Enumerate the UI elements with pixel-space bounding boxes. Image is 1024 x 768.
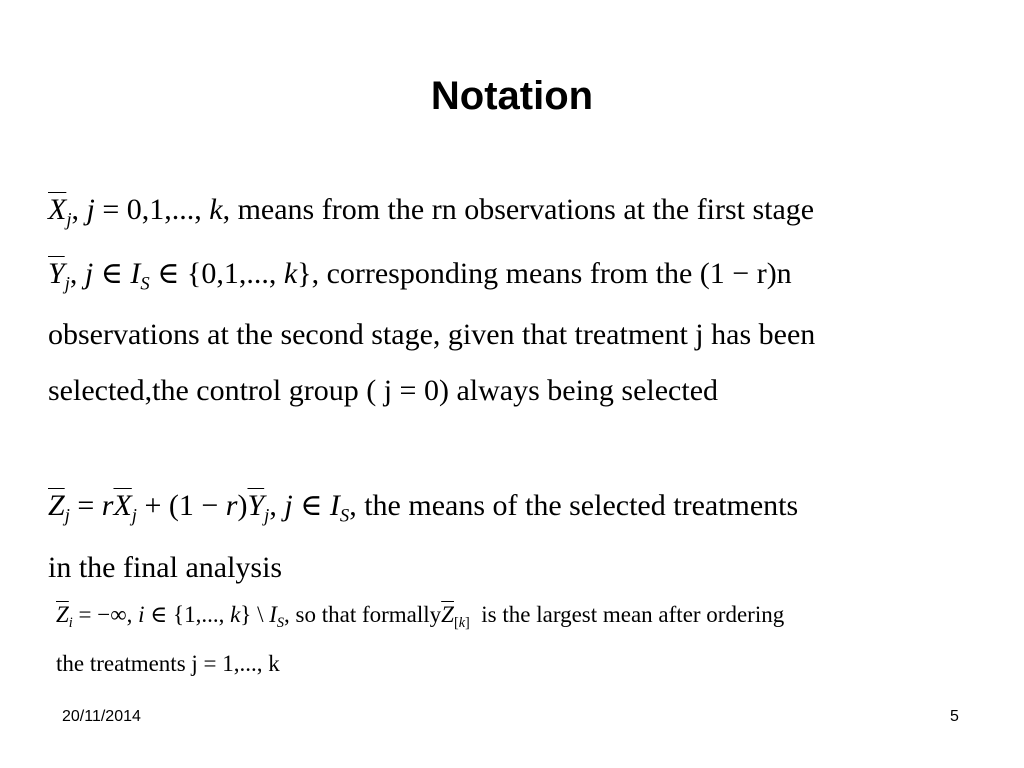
z-bar-description-continued: in the final analysis <box>48 551 283 584</box>
slide-title: Notation <box>430 74 594 118</box>
page-number: 5 <box>950 708 959 725</box>
z-bar-description: , the means of the selected treatments <box>349 489 799 522</box>
footer-date: 20/11/2014 <box>62 708 141 725</box>
ordering-note-continued: the treatments j = 1,..., k <box>56 651 280 676</box>
definition-y-bar: $\overline{Y}_j$, j ∈ $I_S$ ∈ {0,1,..., k}, corresponding means from the (1 − r)n <box>48 257 792 295</box>
y-bar-description-continued: observations at the second stage, given that treatment j has been <box>48 318 816 351</box>
definition-z-bar <box>48 486 988 526</box>
z-bar-formula: $\overline{Z}_j = r\overline{X}_j + (1 - r)\overline{Y}_j$, j ∈ $I_S$ <box>48 489 350 527</box>
z-infinity-formula: $\overline{Z}_i$ = −∞, i ∈ {1,..., k} \ $I_S$ <box>56 602 285 631</box>
ordering-note: is the largest mean after ordering <box>481 602 785 627</box>
x-bar-symbol: $\overline{X}_j$ <box>48 193 72 231</box>
x-bar-description: , means from the rn observations at the first stage <box>222 193 815 226</box>
z-k-symbol: $\overline{Z}_{[k]}$ <box>441 602 470 631</box>
y-bar-symbol: $\overline{Y}_j$ <box>48 257 70 295</box>
y-bar-description: , corresponding means from the (1 − r)n <box>311 257 792 290</box>
control-group-note: selected,the control group ( j = 0) always being selected <box>48 374 719 407</box>
definition-z-infinity: $\overline{Z}_i$ = −∞, i ∈ {1,..., k} \ $I_S$, so that $formally\overline{Z}_{[k]}$ is the largest mean after ordering <box>56 602 785 631</box>
definition-x-bar: $\overline{X}_j$, j = 0,1,..., k, means from the rn observations at the first stage <box>48 193 815 231</box>
